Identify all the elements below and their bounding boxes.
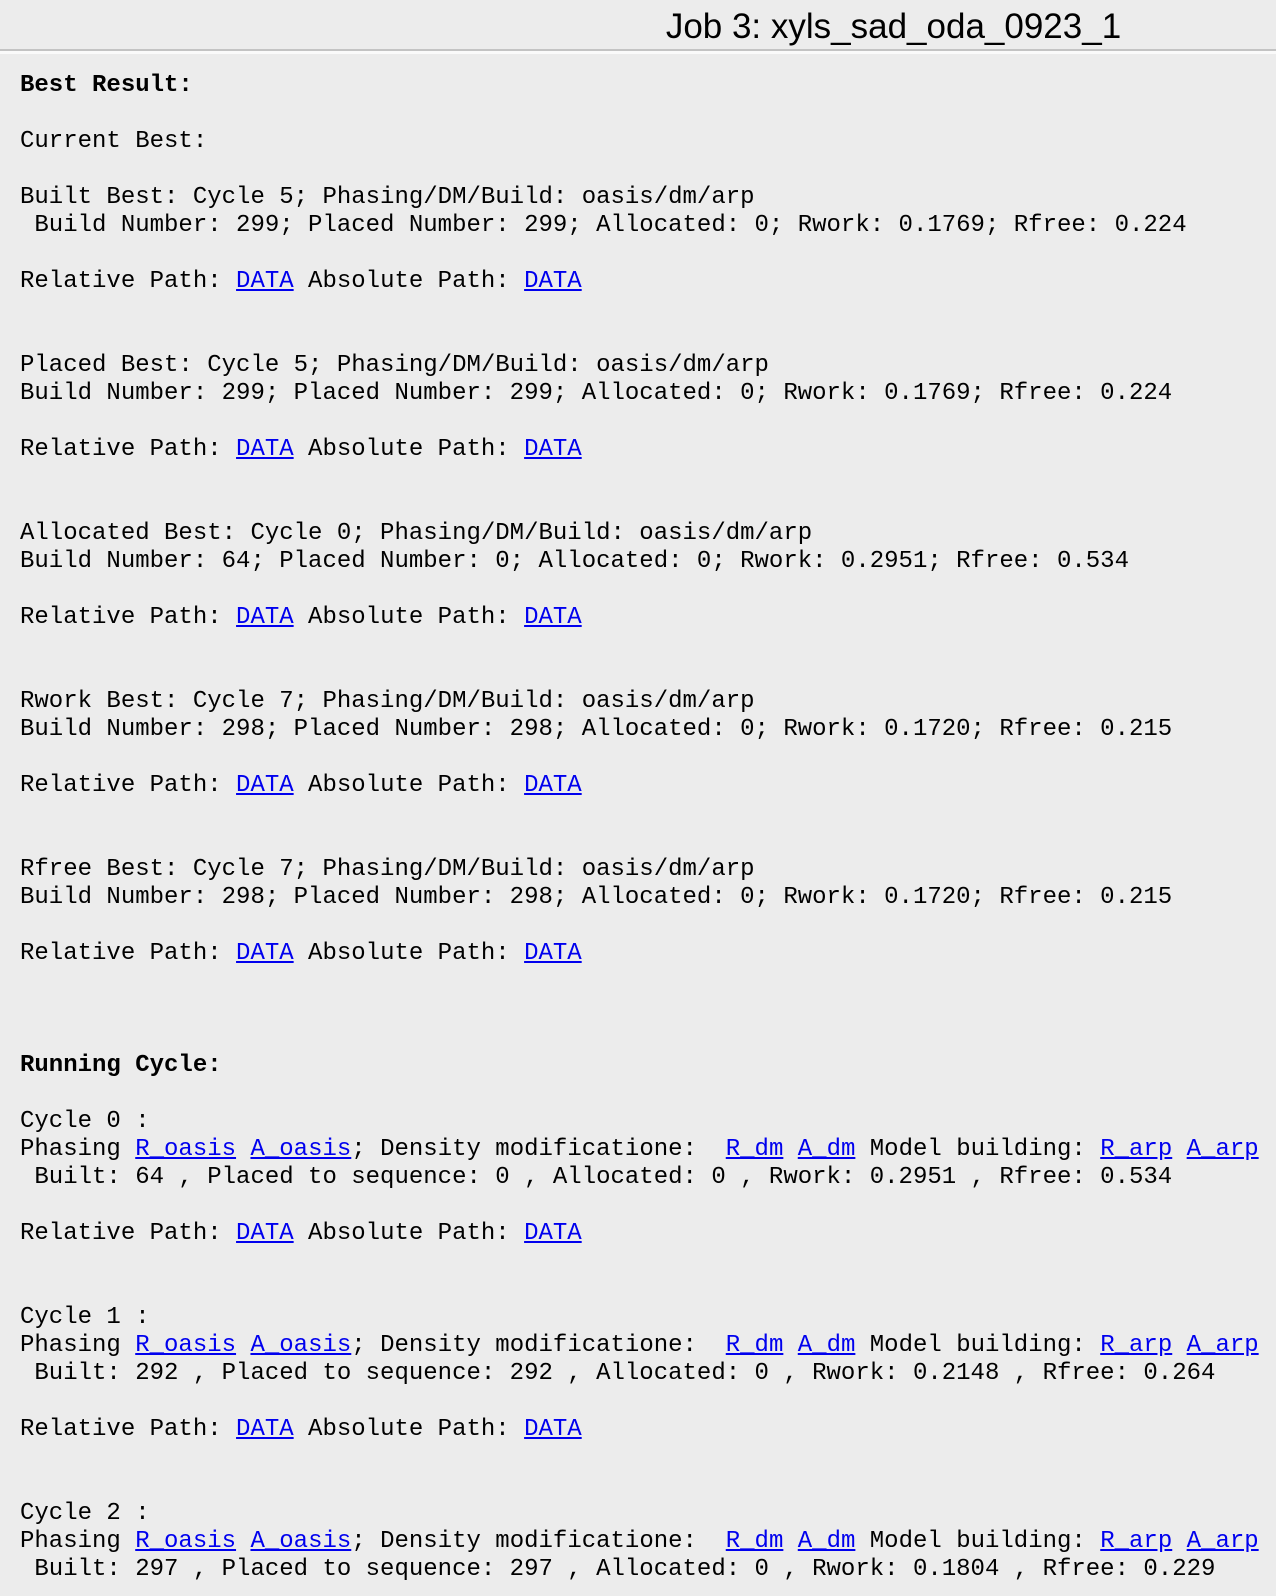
report-line [20, 688, 1276, 716]
link-a-arp[interactable]: A_arp [1186, 1332, 1259, 1359]
report-blank-line [20, 1276, 1276, 1304]
text-segment [1172, 1528, 1186, 1555]
report-line [20, 1500, 1276, 1528]
text-segment: Allocated Best: Cycle 0; Phasing/DM/Build: oasis/dm/arp [20, 520, 813, 547]
text-segment: Relative Path: [20, 1416, 237, 1443]
link-a-dm[interactable]: A_dm [797, 1332, 856, 1359]
link-a-dm[interactable]: A_dm [797, 1136, 856, 1163]
text-segment: Model building: [855, 1136, 1101, 1163]
report-line [20, 352, 1276, 380]
text-segment: Build Number: 299; Placed Number: 299; Allocated: 0; Rwork: 0.1769; Rfree: 0.224 [20, 212, 1187, 239]
text-segment: Relative Path: [20, 436, 237, 463]
text-segment: Built: 297 , Placed to sequence: 297 , Allocated: 0 , Rwork: 0.1804 , Rfree: 0.229 [20, 1556, 1216, 1583]
link-data[interactable]: DATA [236, 940, 294, 967]
report-line [20, 520, 1276, 548]
report-line [20, 1556, 1276, 1584]
link-r-dm[interactable]: R_dm [725, 1332, 784, 1359]
report-line [20, 548, 1276, 576]
text-segment [783, 1332, 797, 1359]
text-segment: ; Density modificatione: [351, 1332, 726, 1359]
report-line [20, 1220, 1276, 1248]
text-segment: Relative Path: [20, 772, 237, 799]
text-segment [783, 1528, 797, 1555]
text-segment: Current Best: [20, 128, 208, 155]
page-title: Job 3: xyls_sad_oda_0923_1 [665, 7, 1122, 46]
text-segment: Built: 292 , Placed to sequence: 292 , Allocated: 0 , Rwork: 0.2148 , Rfree: 0.264 [20, 1360, 1216, 1387]
report-blank-line [20, 492, 1276, 520]
text-segment: Rwork Best: Cycle 7; Phasing/DM/Build: oasis/dm/arp [20, 688, 755, 715]
report-blank-line [20, 100, 1276, 128]
report-line [20, 268, 1276, 296]
link-data[interactable]: DATA [524, 268, 582, 295]
text-segment: Absolute Path: [293, 772, 525, 799]
text-segment [236, 1332, 250, 1359]
report-blank-line [20, 296, 1276, 324]
report-line [20, 1304, 1276, 1332]
text-segment: Phasing [20, 1528, 136, 1555]
text-segment: Relative Path: [20, 604, 237, 631]
link-data[interactable]: DATA [524, 604, 582, 631]
link-a-oasis[interactable]: A_oasis [250, 1136, 352, 1163]
link-a-dm[interactable]: A_dm [797, 1528, 856, 1555]
report-line [20, 1164, 1276, 1192]
report-line [20, 716, 1276, 744]
text-segment: ; Density modificatione: [351, 1528, 726, 1555]
link-data[interactable]: DATA [524, 772, 582, 799]
report-blank-line [20, 324, 1276, 352]
text-segment: Built: 64 , Placed to sequence: 0 , Allocated: 0 , Rwork: 0.2951 , Rfree: 0.534 [20, 1164, 1173, 1191]
text-segment: Running Cycle: [20, 1052, 222, 1079]
report-line [20, 940, 1276, 968]
report-blank-line [20, 1192, 1276, 1220]
link-r-oasis[interactable]: R_oasis [135, 1332, 237, 1359]
report-line [20, 1136, 1276, 1164]
link-data[interactable]: DATA [236, 436, 294, 463]
report-line [20, 1332, 1276, 1360]
report-line [20, 1108, 1276, 1136]
report-blank-line [20, 744, 1276, 772]
text-segment: Build Number: 299; Placed Number: 299; Allocated: 0; Rwork: 0.1769; Rfree: 0.224 [20, 380, 1173, 407]
link-r-arp[interactable]: R_arp [1100, 1528, 1173, 1555]
report-blank-line [20, 576, 1276, 604]
text-segment: Build Number: 298; Placed Number: 298; Allocated: 0; Rwork: 0.1720; Rfree: 0.215 [20, 884, 1173, 911]
section-heading [20, 1052, 1276, 1080]
report-line [20, 184, 1276, 212]
link-r-dm[interactable]: R_dm [725, 1136, 784, 1163]
text-segment: Phasing [20, 1332, 136, 1359]
text-segment: Cycle 2 : [20, 1500, 150, 1527]
report-blank-line [20, 156, 1276, 184]
report-blank-line [20, 968, 1276, 996]
report-blank-line [20, 912, 1276, 940]
text-segment: Model building: [855, 1528, 1101, 1555]
text-segment [1172, 1136, 1186, 1163]
report-blank-line [20, 1248, 1276, 1276]
report-blank-line [20, 1444, 1276, 1472]
report-blank-line [20, 1388, 1276, 1416]
report-blank-line [20, 1024, 1276, 1052]
text-segment: Absolute Path: [293, 604, 525, 631]
link-data[interactable]: DATA [236, 1220, 294, 1247]
text-segment: Built Best: Cycle 5; Phasing/DM/Build: oasis/dm/arp [20, 184, 755, 211]
link-a-oasis[interactable]: A_oasis [250, 1332, 352, 1359]
report-line [20, 1416, 1276, 1444]
section-heading [20, 72, 1276, 100]
text-segment: Relative Path: [20, 940, 237, 967]
text-segment: Build Number: 298; Placed Number: 298; Allocated: 0; Rwork: 0.1720; Rfree: 0.215 [20, 716, 1173, 743]
text-segment: ; Density modificatione: [351, 1136, 726, 1163]
text-segment [236, 1528, 250, 1555]
text-segment [783, 1136, 797, 1163]
link-data[interactable]: DATA [236, 268, 294, 295]
link-a-arp[interactable]: A_arp [1186, 1136, 1259, 1163]
text-segment: Placed Best: Cycle 5; Phasing/DM/Build: oasis/dm/arp [20, 352, 769, 379]
text-segment: Cycle 0 : [20, 1108, 150, 1135]
link-data[interactable]: DATA [236, 1416, 294, 1443]
text-segment: Absolute Path: [293, 1220, 525, 1247]
link-r-dm[interactable]: R_dm [725, 1528, 784, 1555]
report-line [20, 128, 1276, 156]
text-segment: Absolute Path: [293, 436, 525, 463]
link-data[interactable]: DATA [236, 604, 294, 631]
report-blank-line [20, 660, 1276, 688]
report-line [20, 884, 1276, 912]
report-line [20, 380, 1276, 408]
text-segment: Best Result: [20, 72, 193, 99]
text-segment [236, 1136, 250, 1163]
job-report-text [0, 54, 1276, 1584]
link-r-arp[interactable]: R_arp [1100, 1332, 1173, 1359]
link-r-oasis[interactable]: R_oasis [135, 1136, 237, 1163]
report-blank-line [20, 1080, 1276, 1108]
link-a-arp[interactable]: A_arp [1186, 1528, 1259, 1555]
text-segment: Absolute Path: [293, 1416, 525, 1443]
text-segment: Relative Path: [20, 1220, 237, 1247]
link-data[interactable]: DATA [524, 940, 582, 967]
report-blank-line [20, 240, 1276, 268]
report-blank-line [20, 464, 1276, 492]
report-blank-line [20, 800, 1276, 828]
text-segment: Absolute Path: [293, 940, 525, 967]
report-line [20, 1360, 1276, 1388]
link-data[interactable]: DATA [236, 772, 294, 799]
report-line [20, 604, 1276, 632]
report-line [20, 212, 1276, 240]
link-r-oasis[interactable]: R_oasis [135, 1528, 237, 1555]
link-data[interactable]: DATA [524, 1220, 582, 1247]
text-segment: Absolute Path: [293, 268, 525, 295]
report-line [20, 1528, 1276, 1556]
link-r-arp[interactable]: R_arp [1100, 1136, 1173, 1163]
text-segment: Rfree Best: Cycle 7; Phasing/DM/Build: oasis/dm/arp [20, 856, 755, 883]
text-segment: Build Number: 64; Placed Number: 0; Allocated: 0; Rwork: 0.2951; Rfree: 0.534 [20, 548, 1129, 575]
report-blank-line [20, 408, 1276, 436]
text-segment: Cycle 1 : [20, 1304, 150, 1331]
report-blank-line [20, 632, 1276, 660]
report-line [20, 436, 1276, 464]
report-blank-line [20, 996, 1276, 1024]
text-segment: Model building: [855, 1332, 1101, 1359]
report-blank-line [20, 1472, 1276, 1500]
link-data[interactable]: DATA [524, 436, 582, 463]
text-segment [1172, 1332, 1186, 1359]
report-blank-line [20, 828, 1276, 856]
report-line [20, 856, 1276, 884]
report-line [20, 772, 1276, 800]
text-segment: Relative Path: [20, 268, 237, 295]
text-segment: Phasing [20, 1136, 136, 1163]
link-data[interactable]: DATA [524, 1416, 582, 1443]
page-header [0, 0, 1276, 49]
link-a-oasis[interactable]: A_oasis [250, 1528, 352, 1555]
